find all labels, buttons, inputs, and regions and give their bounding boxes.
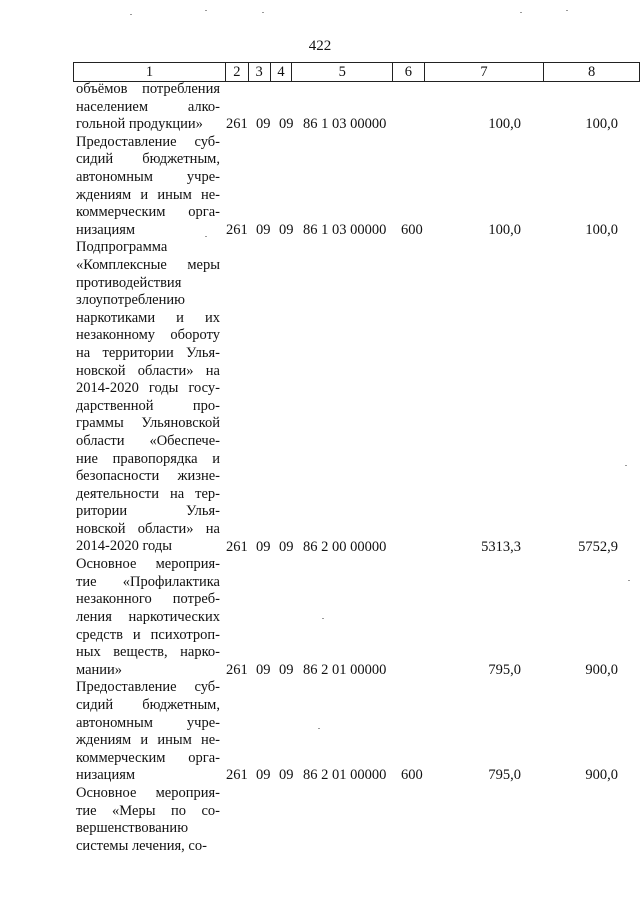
description-line: Основное мероприя- bbox=[76, 556, 220, 573]
row-description bbox=[76, 556, 220, 679]
cell-c2: 261 bbox=[226, 661, 248, 678]
col-header-5: 5 bbox=[292, 63, 393, 82]
cell-c4: 09 bbox=[279, 538, 294, 555]
cell-c6: 600 bbox=[401, 221, 423, 238]
description-line: «Комплексные меры bbox=[76, 256, 220, 273]
description-line: населением алко- bbox=[76, 98, 220, 115]
description-line: 2014-2020 годы bbox=[76, 538, 172, 555]
column-header-row bbox=[73, 62, 640, 82]
row-description bbox=[76, 239, 220, 556]
description-line: сидий бюджетным, bbox=[76, 696, 220, 713]
description-line: деятельности на тер- bbox=[76, 485, 220, 502]
description-line: коммерческим орга- bbox=[76, 749, 220, 766]
description-line: области «Обеспече- bbox=[76, 432, 220, 449]
description-line: ления наркотических bbox=[76, 608, 220, 625]
cell-c5: 86 1 03 00000 bbox=[303, 221, 387, 238]
page-number: 422 bbox=[308, 38, 332, 54]
cell-c3: 09 bbox=[256, 221, 271, 238]
col-header-1: 1 bbox=[74, 63, 226, 82]
description-line: незаконного потреб- bbox=[76, 591, 220, 608]
description-line: Предоставление суб- bbox=[76, 133, 220, 150]
description-line: противодействия bbox=[76, 274, 182, 291]
cell-c8: 5752,9 bbox=[578, 538, 618, 555]
cell-c5: 86 2 00 00000 bbox=[303, 538, 387, 555]
col-header-4: 4 bbox=[270, 63, 292, 82]
description-line: тие «Меры по со- bbox=[76, 802, 220, 819]
cell-c8: 100,0 bbox=[585, 221, 618, 238]
description-line: дарственной про- bbox=[76, 397, 220, 414]
description-line: новской области» на bbox=[76, 520, 220, 537]
description-line: 2014-2020 годы госу- bbox=[76, 380, 220, 397]
description-line: объёмов потребления bbox=[76, 81, 220, 97]
col-header-6: 6 bbox=[393, 63, 425, 82]
cell-c5: 86 1 03 00000 bbox=[303, 116, 387, 133]
cell-c3: 09 bbox=[256, 767, 271, 784]
cell-c6: 600 bbox=[401, 767, 423, 784]
cell-c4: 09 bbox=[279, 116, 294, 133]
description-line: мании» bbox=[76, 661, 123, 678]
cell-c7: 795,0 bbox=[488, 767, 521, 784]
description-line: автономным учре- bbox=[76, 168, 220, 185]
cell-c7: 5313,3 bbox=[481, 538, 521, 555]
description-line: коммерческим орга- bbox=[76, 204, 220, 221]
cell-c3: 09 bbox=[256, 538, 271, 555]
cell-c8: 900,0 bbox=[585, 767, 618, 784]
cell-c4: 09 bbox=[279, 221, 294, 238]
col-header-7: 7 bbox=[424, 63, 543, 82]
description-line: ждениям и иным не- bbox=[76, 732, 220, 749]
cell-c3: 09 bbox=[256, 661, 271, 678]
cell-c7: 100,0 bbox=[488, 221, 521, 238]
description-line: автономным учре- bbox=[76, 714, 220, 731]
description-line: ных веществ, нарко- bbox=[76, 644, 220, 661]
description-line: ритории Улья- bbox=[76, 503, 220, 520]
cell-c2: 261 bbox=[226, 538, 248, 555]
description-line: гольной продукции» bbox=[76, 116, 203, 133]
description-line: новской области» на bbox=[76, 362, 220, 379]
row-description bbox=[76, 134, 220, 240]
description-line: безопасности жизне- bbox=[76, 468, 220, 485]
description-line: злоупотреблению bbox=[76, 292, 185, 309]
description-line: низациям bbox=[76, 767, 136, 784]
description-line: ние правопорядка и bbox=[76, 450, 220, 467]
cell-c8: 100,0 bbox=[585, 116, 618, 133]
description-line: граммы Ульяновской bbox=[76, 415, 220, 432]
description-line: Основное мероприя- bbox=[76, 785, 220, 801]
row-description bbox=[76, 679, 220, 785]
cell-c2: 261 bbox=[226, 767, 248, 784]
description-line: средств и психотроп- bbox=[76, 626, 220, 643]
description-line: сидий бюджетным, bbox=[76, 151, 220, 168]
cell-c7: 100,0 bbox=[488, 116, 521, 133]
cell-c5: 86 2 01 00000 bbox=[303, 661, 387, 678]
cell-c3: 09 bbox=[256, 116, 271, 133]
col-header-2: 2 bbox=[225, 63, 248, 82]
cell-c4: 09 bbox=[279, 661, 294, 678]
cell-c8: 900,0 bbox=[585, 661, 618, 678]
cell-c7: 795,0 bbox=[488, 661, 521, 678]
cell-c4: 09 bbox=[279, 767, 294, 784]
row-description bbox=[76, 81, 220, 134]
description-line: Подпрограмма bbox=[76, 239, 168, 256]
col-header-8: 8 bbox=[544, 63, 640, 82]
col-header-3: 3 bbox=[248, 63, 270, 82]
description-line: Предоставление суб- bbox=[76, 679, 220, 696]
cell-c5: 86 2 01 00000 bbox=[303, 767, 387, 784]
cell-c2: 261 bbox=[226, 221, 248, 238]
cell-c2: 261 bbox=[226, 116, 248, 133]
description-line: системы лечения, со- bbox=[76, 837, 207, 854]
description-line: тие «Профилактика bbox=[76, 573, 220, 590]
description-line: вершенствованию bbox=[76, 820, 189, 837]
description-line: низациям bbox=[76, 221, 136, 238]
description-line: незаконному обороту bbox=[76, 327, 220, 344]
row-description bbox=[76, 785, 220, 855]
description-line: наркотиками и их bbox=[76, 309, 220, 326]
description-line: на территории Улья- bbox=[76, 344, 220, 361]
description-line: ждениям и иным не- bbox=[76, 186, 220, 203]
